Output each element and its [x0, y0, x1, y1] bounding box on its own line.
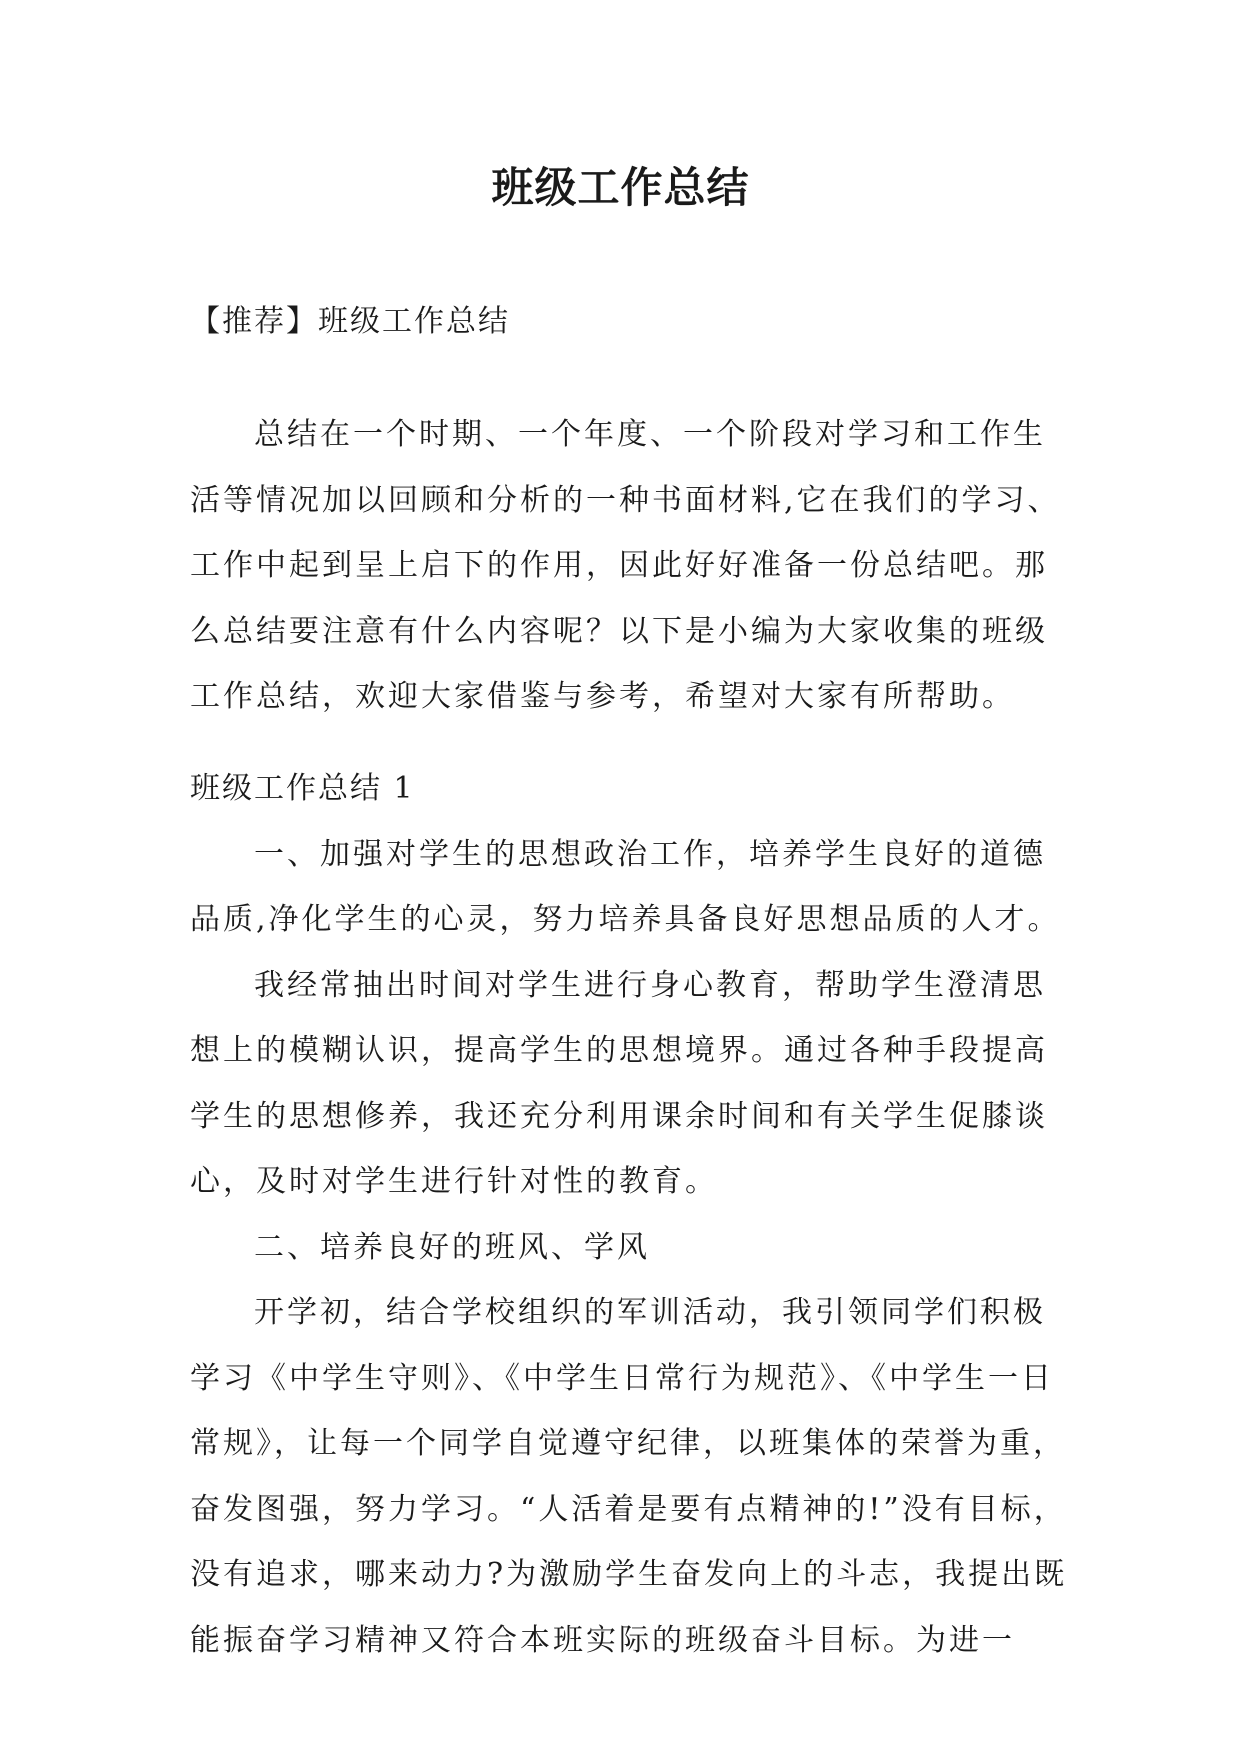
paragraph-2: 我经常抽出时间对学生进行身心教育，帮助学生澄清思想上的模糊认识，提高学生的思想境界。通过各种手段提高学生的思想修养，我还充分利用课余时间和有关学生促膝谈心，及时对学生进行针对性的教育。 — [190, 967, 1048, 1199]
paragraph-4: 开学初，结合学校组织的军训活动，我引领同学们积极学习《中学生守则》、《中学生日常行为规范》、《中学生一日常规》，让每一个同学自觉遵守纪律，以班集体的荣誉为重，奋发图强，努力学习。“人活着是要有点精神的!”没有目标，没有追求，哪来动力?为激励学生奋发向上的斗志，我提出既能振奋学习精神又符合本班实际的班级奋斗目标。为进一 — [190, 1295, 1068, 1658]
section-heading: 班级工作总结 1 — [190, 771, 415, 806]
section-1 — [190, 756, 1070, 1673]
intro-block — [190, 402, 1070, 730]
paragraph-3: 二、培养良好的班风、学风 — [254, 1229, 650, 1265]
document-title: 班级工作总结 — [491, 163, 750, 212]
paragraph-1: 一、加强对学生的思想政治工作，培养学生良好的道德品质,净化学生的心灵，努力培养具备良好思想品质的人才。 — [190, 836, 1061, 937]
intro-paragraph: 总结在一个时期、一个年度、一个阶段对学习和工作生活等情况加以回顾和分析的一种书面材料,它在我们的学习、工作中起到呈上启下的作用，因此好好准备一份总结吧。那么总结要注意有什么内容呢？以下是小编为大家收集的班级工作总结，欢迎大家借鉴与参考，希望对大家有所帮助。 — [190, 417, 1061, 714]
document-subtitle: 【推荐】班级工作总结 — [190, 304, 510, 339]
